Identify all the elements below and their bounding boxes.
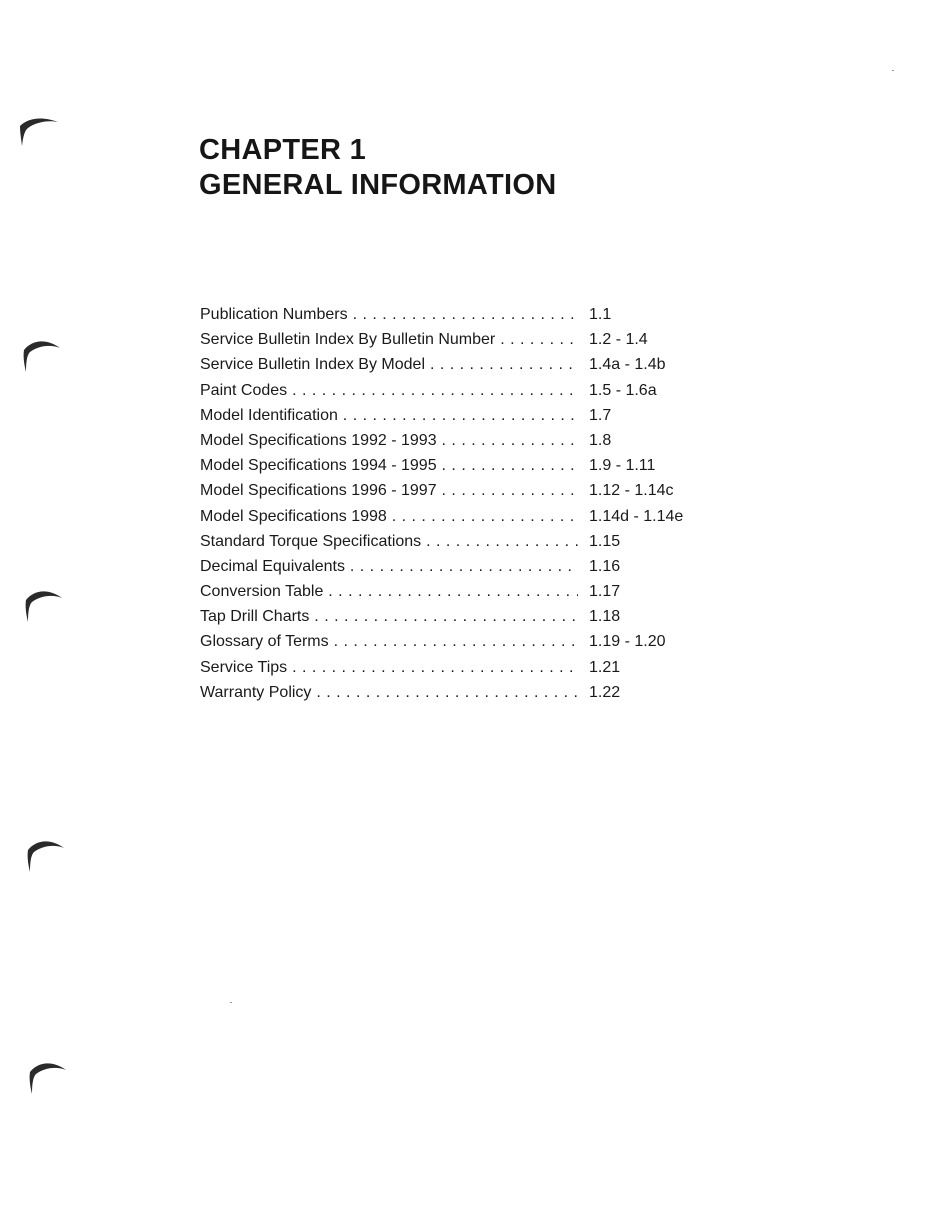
toc-entry (200, 655, 720, 680)
toc-entry-title: Paint Codes . . . (200, 378, 578, 403)
toc-entry-page: 1.16 (589, 557, 621, 575)
toc-entry (200, 529, 720, 554)
toc-entry (200, 504, 720, 529)
scan-speck (892, 70, 894, 71)
toc-entry-page: 1.21 (589, 658, 621, 676)
punch-hole-mark (20, 336, 64, 376)
toc-entry-title: Model Specifications 1998 . . . (200, 504, 578, 529)
toc-entry-title: Service Bulletin Index By Bulletin Number . . . (200, 327, 578, 352)
toc-entry-title: Model Specifications 1996 - 1997 . . . (200, 478, 578, 503)
toc-entry (200, 453, 720, 478)
toc-entry-title: Glossary of Terms . . . (200, 629, 578, 654)
toc-entry (200, 554, 720, 579)
toc-entry-page: 1.12 - 1.14c (589, 482, 674, 500)
toc-entry-page: 1.2 - 1.4 (589, 331, 648, 349)
toc-entry-title: Conversion Table . . . (200, 579, 578, 604)
toc-entry-title: Publication Numbers . . . (200, 302, 578, 327)
toc-entry (200, 327, 720, 352)
punch-hole-mark (26, 1058, 70, 1098)
toc-entry (200, 352, 720, 377)
toc-entry (200, 579, 720, 604)
table-of-contents (200, 302, 720, 705)
punch-hole-mark (24, 836, 68, 876)
toc-entry-page: 1.14d - 1.14e (589, 507, 684, 525)
toc-entry-title: Service Tips . . . (200, 655, 578, 680)
chapter-number: CHAPTER 1 (199, 134, 367, 166)
toc-entry-page: 1.9 - 1.11 (589, 457, 656, 475)
toc-entry-title: Standard Torque Specifications . . . (200, 529, 578, 554)
toc-entry (200, 478, 720, 503)
toc-entry (200, 604, 720, 629)
toc-entry (200, 680, 720, 705)
toc-entry-page: 1.5 - 1.6a (589, 381, 657, 399)
toc-entry-page: 1.4a - 1.4b (589, 356, 666, 374)
chapter-heading (199, 133, 556, 203)
scan-speck (230, 1002, 232, 1003)
toc-entry (200, 629, 720, 654)
toc-entry (200, 403, 720, 428)
toc-entry-page: 1.1 (589, 306, 612, 323)
toc-entry-page: 1.18 (589, 608, 621, 626)
punch-hole-mark (18, 112, 62, 152)
toc-entry (200, 302, 720, 327)
toc-entry-title: Model Specifications 1994 - 1995 . . . (200, 453, 578, 478)
chapter-title: GENERAL INFORMATION (199, 169, 557, 201)
toc-entry-page: 1.7 (589, 406, 612, 424)
toc-entry-title: Service Bulletin Index By Model . . . (200, 352, 578, 377)
toc-entry-title: Decimal Equivalents . . . (200, 554, 578, 579)
toc-entry-page: 1.8 (589, 431, 612, 449)
toc-entry (200, 428, 720, 453)
toc-entry-title: Tap Drill Charts . . . (200, 604, 578, 629)
toc-entry (200, 378, 720, 403)
toc-entry-title: Warranty Policy . . . (200, 680, 578, 705)
toc-entry-page: 1.22 (589, 683, 621, 701)
toc-entry-page: 1.17 (589, 583, 621, 601)
toc-entry-page: 1.19 - 1.20 (589, 633, 666, 651)
punch-hole-mark (22, 586, 66, 626)
toc-entry-title: Model Identification . . . (200, 403, 578, 428)
toc-entry-title: Model Specifications 1992 - 1993 . . . (200, 428, 578, 453)
toc-entry-page: 1.15 (589, 532, 621, 550)
